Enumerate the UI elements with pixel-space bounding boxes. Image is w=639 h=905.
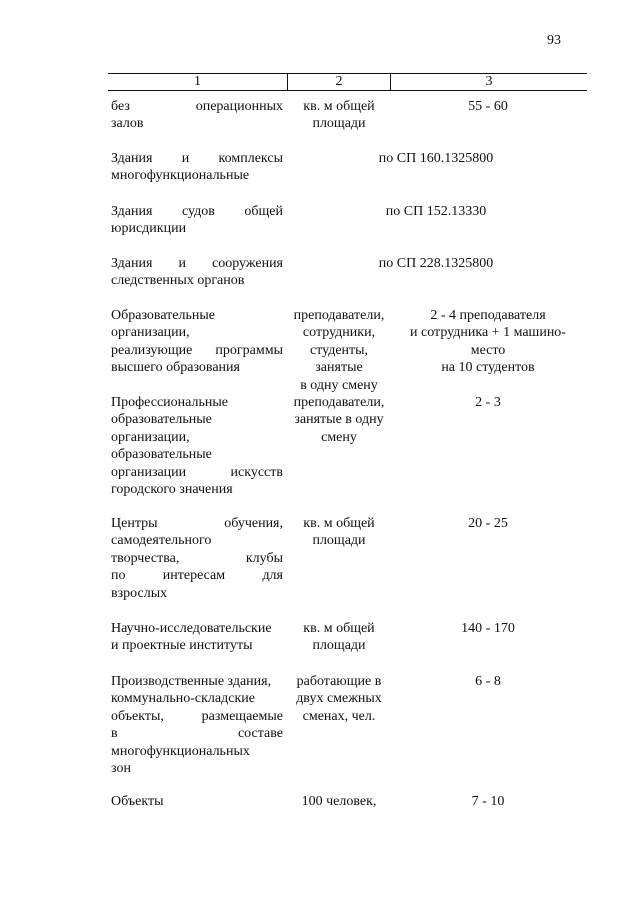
table-cell-line: зон [111, 761, 131, 777]
table-header-column-3: 3 [485, 74, 493, 89]
table-cell-line: по интересам для [111, 568, 283, 584]
table-cell-line: самодеятельного [111, 533, 212, 549]
table-cell-line: 100 человек, [301, 794, 377, 809]
table-cell-unit [288, 515, 390, 550]
table-cell-line: образовательные [111, 447, 212, 463]
table-cell-line: кв. м общей [303, 621, 375, 636]
table-cell-line: кв. м общей [303, 99, 375, 114]
table-cell-line: Объекты [111, 794, 164, 809]
table-cell-line: объекты, размещаемые [111, 708, 283, 724]
table-cell-line: организации искусств [111, 464, 283, 480]
table-cell-line: творчества, клубы [111, 550, 283, 566]
table-cell-line: организации, [111, 325, 190, 341]
table-cell-line: Здания судов общей [111, 204, 283, 219]
table-cell-line: в составе [111, 726, 283, 742]
table-cell-line: 2 - 4 преподавателя [430, 308, 546, 323]
table-cell-line: Центры обучения, [111, 516, 283, 531]
table-cell-unit [288, 307, 390, 394]
table-header-column-1: 1 [194, 74, 201, 89]
table-cell-line: работающие в [296, 674, 382, 689]
table-cell-object-type [111, 793, 283, 810]
table-cell-object-type [111, 203, 283, 238]
table-cell-line: коммунально-складские [111, 691, 255, 707]
table-cell-line: площади [312, 533, 366, 549]
table-cell-object-type [111, 150, 283, 185]
table-cell-line: двух смежных [296, 691, 382, 707]
table-cell-line: высшего образования [111, 360, 240, 376]
table-cell-norm-value [392, 98, 584, 115]
table-header-bottom-border [108, 90, 587, 91]
table-cell-object-type [111, 673, 283, 777]
table-cell-object-type [111, 394, 283, 498]
table-cell-line: Научно-исследовательские [111, 621, 272, 636]
table-cell-line: 55 - 60 [468, 99, 508, 114]
table-cell-line: занятые [315, 360, 363, 376]
table-cell-line: юрисдикции [111, 221, 187, 237]
table-cell-line: без операционных [111, 99, 283, 114]
table-cell-line: 7 - 10 [471, 794, 505, 809]
table-cell-line: Производственные здания, [111, 674, 272, 689]
page-number: 93 [547, 33, 561, 48]
table-cell-line: городского значения [111, 482, 233, 498]
table-cell-line: и сотрудника + 1 машино- [410, 325, 566, 341]
table-cell-line: многофункциональных [111, 743, 250, 759]
table-cell-line: сотрудники, [302, 325, 376, 341]
table-cell-object-type [111, 98, 283, 133]
table-cell-norm-value [392, 673, 584, 690]
table-cell-line: площади [312, 638, 366, 654]
table-cell-norm-value [392, 307, 584, 377]
table-cell-line: преподаватели, [293, 395, 385, 410]
table-cell-line: взрослых [111, 585, 168, 601]
table-cell-line: в одну смену [300, 377, 378, 393]
table-cell-object-type [111, 620, 283, 655]
table-cell-line: место [470, 342, 506, 358]
table-cell-object-type [111, 515, 283, 602]
table-cell-line: кв. м общей [303, 516, 375, 531]
table-cell-norm-reference: по СП 228.1325800 [378, 256, 494, 271]
table-cell-line: реализующие программы [111, 342, 283, 358]
table-cell-norm-reference: по СП 152.13330 [385, 204, 487, 219]
table-cell-line: 2 - 3 [475, 395, 501, 410]
table-cell-unit [288, 394, 390, 446]
table-cell-unit [288, 620, 390, 655]
table-cell-line: и проектные институты [111, 638, 253, 654]
table-cell-line: следственных органов [111, 273, 245, 289]
table-cell-norm-reference: по СП 160.1325800 [378, 151, 494, 166]
table-cell-line: залов [111, 116, 144, 132]
table-cell-unit [288, 673, 390, 725]
table-cell-line: Профессиональные [111, 395, 228, 410]
table-cell-unit [288, 98, 390, 133]
table-cell-unit [288, 793, 390, 810]
table-cell-line: Здания и сооружения [111, 256, 283, 271]
table-cell-line: площади [312, 116, 366, 132]
table-cell-line: преподаватели, [293, 308, 385, 323]
table-cell-line: образовательные [111, 412, 212, 428]
table-cell-object-type [111, 307, 283, 377]
table-cell-line: студенты, [309, 342, 369, 358]
table-cell-line: многофункциональные [111, 168, 250, 184]
table-header-column-2: 2 [335, 74, 343, 89]
table-cell-line: Здания и комплексы [111, 151, 283, 166]
table-cell-line: смену [321, 429, 357, 445]
table-cell-norm-value [392, 515, 584, 532]
table-cell-line: Образовательные [111, 308, 215, 323]
table-cell-line: сменах, чел. [302, 708, 376, 724]
table-cell-norm-value [392, 394, 584, 411]
table-cell-line: организации, [111, 429, 190, 445]
table-cell-object-type [111, 255, 283, 290]
table-cell-line: 140 - 170 [461, 621, 515, 636]
table-cell-line: на 10 студентов [441, 360, 535, 376]
table-cell-norm-value [392, 620, 584, 637]
table-cell-norm-value [392, 793, 584, 810]
table-cell-line: 20 - 25 [468, 516, 508, 531]
table-cell-line: занятые в одну [294, 412, 384, 428]
table-cell-line: 6 - 8 [475, 674, 501, 689]
